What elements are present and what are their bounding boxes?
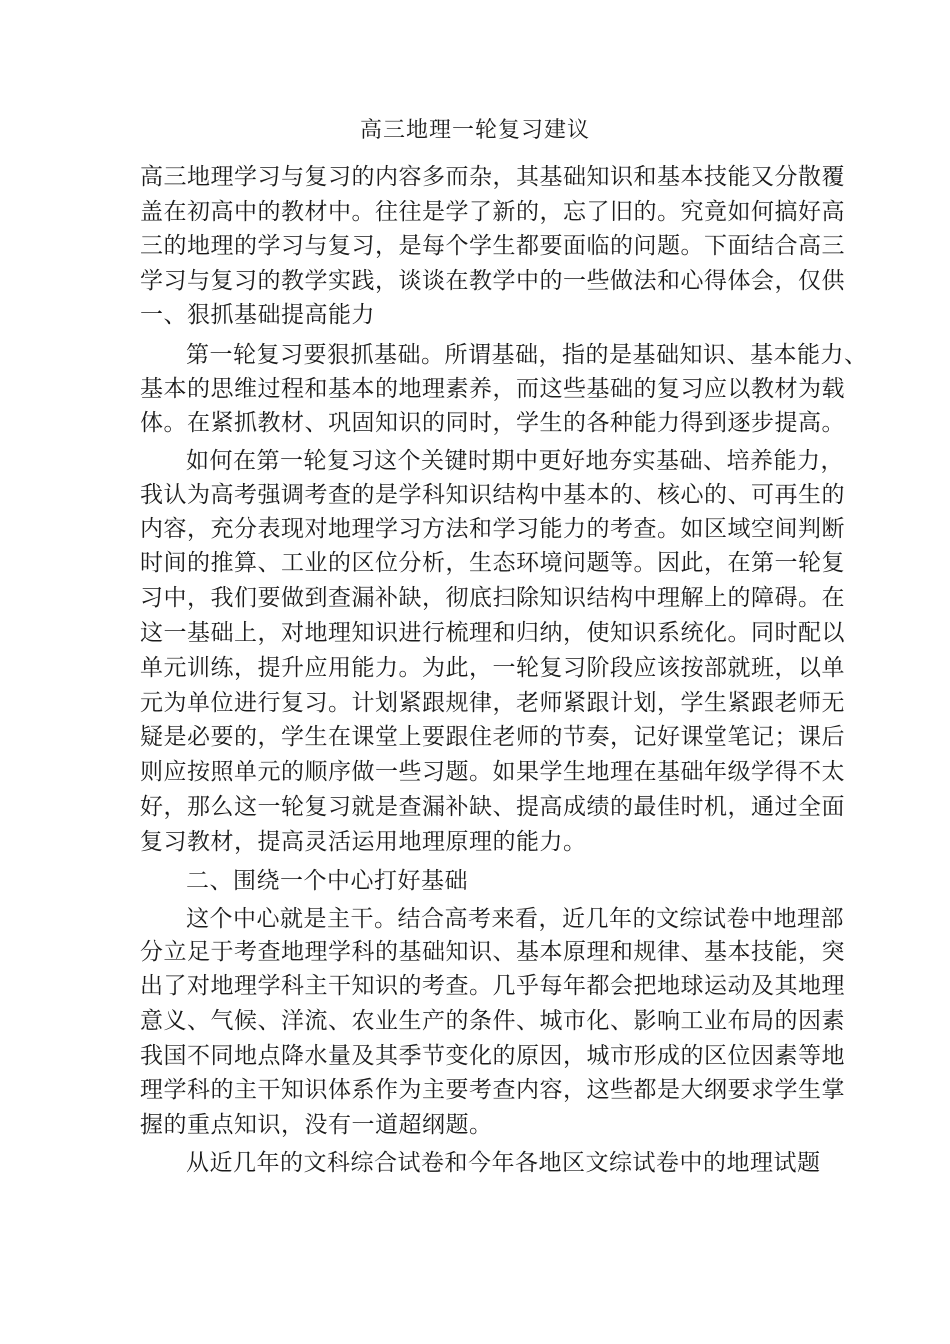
text-line: 单元训练，提升应用能力。为此，一轮复习阶段应该按部就班，以单 — [140, 655, 845, 681]
text-line: 这个中心就是主干。结合高考来看，近几年的文综试卷中地理部 — [186, 906, 844, 932]
section-heading-2: 二、围绕一个中心打好基础 — [186, 868, 468, 894]
text-line: 时间的推算、工业的区位分析，生态环境问题等。因此，在第一轮复 — [140, 550, 845, 576]
text-line: 握的重点知识，没有一道超纲题。 — [140, 1112, 493, 1138]
text-line: 高三地理学习与复习的内容多而杂，其基础知识和基本技能又分散覆 — [140, 164, 845, 190]
text-line: 这一基础上，对地理知识进行梳理和归纳，使知识系统化。同时配以 — [140, 620, 845, 646]
section-heading-1: 一、狠抓基础提高能力 — [140, 302, 375, 328]
text-line: 疑是必要的，学生在课堂上要跟住老师的节奏，记好课堂笔记；课后 — [140, 724, 845, 750]
text-line: 习中，我们要做到查漏补缺，彻底扫除知识结构中理解上的障碍。在 — [140, 585, 845, 611]
text-line: 盖在初高中的教材中。往往是学了新的，忘了旧的。究竟如何搞好高 — [140, 199, 845, 225]
document-title: 高三地理一轮复习建议 — [359, 118, 590, 143]
text-line: 意义、气候、洋流、农业生产的条件、城市化、影响工业布局的因素 — [140, 1008, 845, 1034]
text-line: 出了对地理学科主干知识的考查。几乎每年都会把地球运动及其地理 — [140, 973, 845, 999]
text-line: 则应按照单元的顺序做一些习题。如果学生地理在基础年级学得不太 — [140, 759, 845, 785]
text-line: 体。在紧抓教材、巩固知识的同时，学生的各种能力得到逐步提高。 — [140, 410, 845, 436]
text-line: 内容，充分表现对地理学习方法和学习能力的考查。如区域空间判断 — [140, 516, 845, 542]
text-line: 元为单位进行复习。计划紧跟规律，老师紧跟计划，学生紧跟老师无 — [140, 690, 845, 716]
text-line: 基本的思维过程和基本的地理素养，而这些基础的复习应以教材为载 — [140, 376, 845, 402]
text-line: 学习与复习的教学实践，谈谈在教学中的一些做法和心得体会，仅供 — [140, 268, 845, 294]
text-line: 三的地理的学习与复习，是每个学生都要面临的问题。下面结合高三 — [140, 233, 845, 259]
text-line: 理学科的主干知识体系作为主要考查内容，这些都是大纲要求学生掌 — [140, 1077, 845, 1103]
text-line: 从近几年的文科综合试卷和今年各地区文综试卷中的地理试题 — [186, 1150, 821, 1176]
text-line: 分立足于考查地理学科的基础知识、基本原理和规律、基本技能，突 — [140, 939, 845, 965]
text-line: 复习教材，提高灵活运用地理原理的能力。 — [140, 829, 587, 855]
text-line: 好，那么这一轮复习就是查漏补缺、提高成绩的最佳时机，通过全面 — [140, 794, 845, 820]
text-line: 如何在第一轮复习这个关键时期中更好地夯实基础、培养能力， — [186, 448, 844, 474]
text-line: 第一轮复习要狠抓基础。所谓基础，指的是基础知识、基本能力、 — [186, 342, 868, 368]
text-line: 我国不同地点降水量及其季节变化的原因，城市形成的区位因素等地 — [140, 1043, 845, 1069]
text-line: 我认为高考强调考查的是学科知识结构中基本的、核心的、可再生的 — [140, 482, 845, 508]
